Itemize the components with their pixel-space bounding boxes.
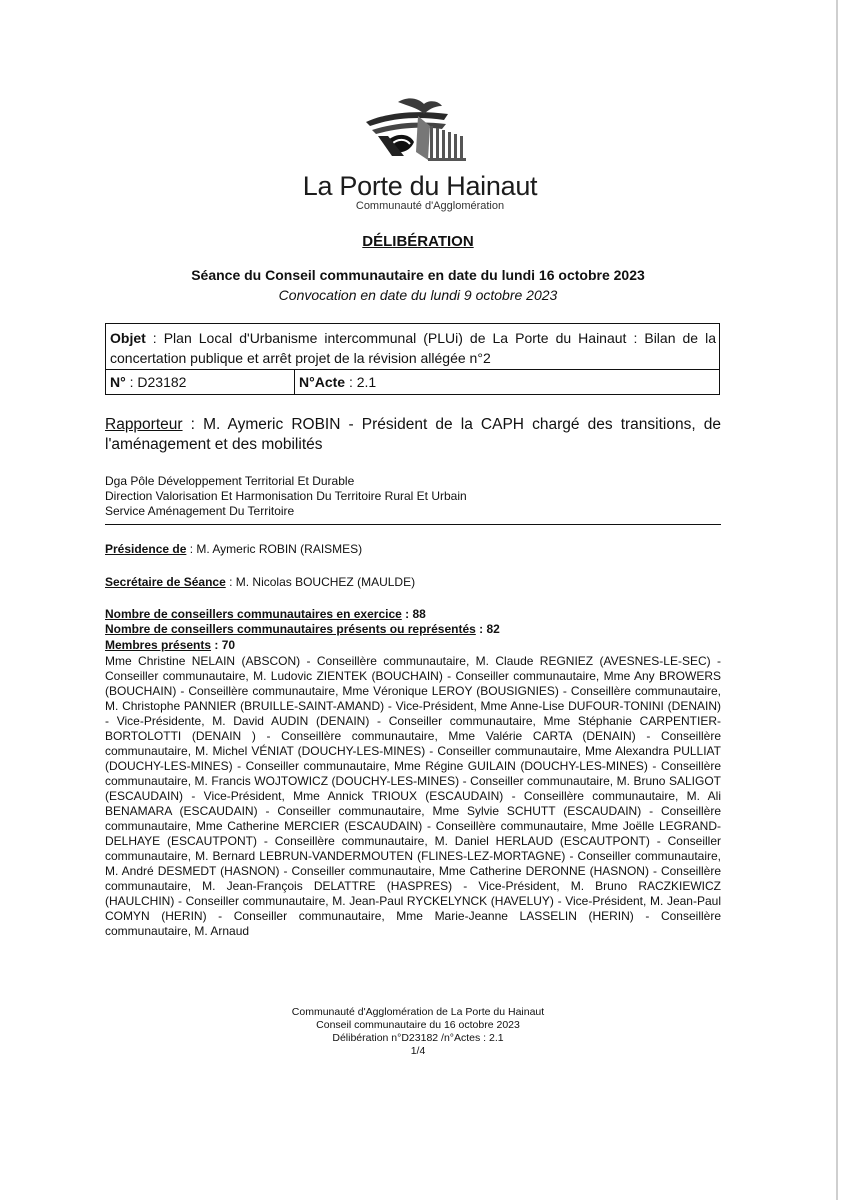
- session-line: Séance du Conseil communautaire en date du lundi 16 octobre 2023: [191, 267, 645, 283]
- number-label: N°: [110, 374, 126, 390]
- footer-line: Conseil communautaire du 16 octobre 2023: [316, 1019, 520, 1031]
- secretaire-value: : M. Nicolas BOUCHEZ (MAULDE): [225, 575, 416, 589]
- subject-value: : Plan Local d'Urbanisme intercommunal (PLUi) de La Porte du Hainaut : Bilan de la concertation publique et arrêt projet de la révision allégée n°2: [110, 330, 716, 366]
- brand-name: La Porte du Hainaut: [302, 171, 538, 201]
- brand-subtitle: Communauté d'Agglomération: [355, 200, 505, 212]
- exercice-value: : 88: [401, 607, 426, 621]
- page-edge: [836, 0, 838, 1200]
- footer-line: Délibération n°D23182 /n°Actes : 2.1: [332, 1032, 504, 1044]
- page-number: 1/4: [410, 1045, 426, 1057]
- presents-label: Nombre de conseillers communautaires présents ou représentés: [105, 622, 476, 636]
- service-line: Dga Pôle Développement Territorial Et Durable: [105, 474, 355, 488]
- acte-number: [299, 373, 376, 391]
- convocation-line: Convocation en date du lundi 9 octobre 2023: [278, 287, 558, 303]
- cell-divider: [294, 370, 295, 395]
- subject-label: Objet: [110, 330, 146, 346]
- exercice-count-line: [105, 607, 721, 622]
- subject-box: [105, 323, 720, 395]
- presidence-value: : M. Aymeric ROBIN (RAISMES): [186, 542, 363, 556]
- exercice-label: Nombre de conseillers communautaires en exercice: [105, 607, 402, 621]
- membres-value: : 70: [211, 638, 236, 652]
- services-block: [105, 474, 705, 519]
- secretaire-label: Secrétaire de Séance: [105, 575, 226, 589]
- rapporteur: [105, 415, 721, 455]
- presents-value: : 82: [475, 622, 500, 636]
- page-footer: [0, 1006, 836, 1058]
- presents-count-line: [105, 622, 721, 637]
- presidence-line: [105, 542, 721, 557]
- members-list: Mme Christine NELAIN (ABSCON) - Conseillère communautaire, M. Claude REGNIEZ (AVESNES-LE-SEC) - Conseiller communautaire, M. Ludovic ZIENTEK (BOUCHAIN) - Conseiller communautaire, Mme Any BROWERS (BOUCHAIN) - Conseillère communautaire, Mme Véronique LEROY (BOUSIGNIES) - Conseillère communautaire, M. Christophe PANNIER (BRUILLE-SAINT-AMAND) - Vice-Président, Mme Anne-Lise DUFOUR-TONINI (DENAIN) - Vice-Présidente, M. David AUDIN (DENAIN) - Conseiller communautaire, Mme Stéphanie CARPENTIER-BORTOLOTTI (DENAIN ) - Conseillère communautaire, Mme Valérie CARTA (DENAIN) - Conseillère communautaire, M. Michel VÉNIAT (DOUCHY-LES-MINES) - Conseiller communautaire, Mme Alexandra PULLIAT (DOUCHY-LES-MINES) - Conseiller communautaire, Mme Régine GUILAIN (DOUCHY-LES-MINES) - Conseillère communautaire, M. Francis WOJTOWICZ (DOUCHY-LES-MINES) - Conseiller communautaire, M. Bruno SALIGOT (ESCAUDAIN) - Vice-Président, Mme Annick TRIOUX (ESCAUDAIN) - Conseillère communautaire, M. Ali BENAMARA (ESCAUDAIN) - Conseiller communautaire, Mme Sylvie SCHUTT (ESCAUDAIN) - Conseillère communautaire, Mme Catherine MERCIER (ESCAUDAIN) - Conseillère communautaire, Mme Joëlle LEGRAND-DELHAYE (ESCAUTPONT) - Conseillère communautaire, M. Daniel HERLAUD (ESCAUTPONT) - Conseiller communautaire, M. Bernard LEBRUN-VANDERMOUTEN (FLINES-LEZ-MORTAGNE) - Conseiller communautaire, M. André DESMEDT (HASNON) - Conseiller communautaire, Mme Catherine DERONNE (HASNON) - Conseillère communautaire, M. Jean-François DELATTRE (HASPRES) - Vice-Président, M. Bruno RACZKIEWICZ (HAULCHIN) - Conseiller communautaire, M. Jean-Paul RYCKELYNCK (HAVELUY) - Vice-Président, M. Jean-Paul COMYN (HERIN) - Conseiller communautaire, Mme Marie-Jeanne LASSELIN (HERIN) - Conseillère communautaire, M. Arnaud: [105, 654, 721, 938]
- rapporteur-label: Rapporteur: [105, 416, 183, 433]
- subject-reference-row: [106, 369, 719, 395]
- caph-logo: [358, 96, 478, 170]
- deliberation-number: [110, 373, 186, 391]
- acte-label: N°Acte: [299, 374, 346, 390]
- service-line: Direction Valorisation Et Harmonisation Du Territoire Rural Et Urbain: [105, 489, 467, 503]
- number-value: : D23182: [125, 374, 187, 390]
- membres-count-line: [105, 638, 721, 653]
- rapporteur-value: : M. Aymeric ROBIN - Président de la CAPH chargé des transitions, de l'aménagement et des mobilités: [105, 416, 721, 453]
- document-title: DÉLIBÉRATION: [362, 233, 474, 250]
- acte-value: : 2.1: [345, 374, 377, 390]
- service-line: Service Aménagement Du Territoire: [105, 504, 295, 518]
- membres-label: Membres présents: [105, 638, 212, 652]
- secretaire-line: [105, 575, 721, 590]
- presidence-label: Présidence de: [105, 542, 187, 556]
- separator-rule: [105, 524, 721, 525]
- footer-line: Communauté d'Agglomération de La Porte du Hainaut: [291, 1006, 545, 1018]
- subject-text: [110, 328, 716, 368]
